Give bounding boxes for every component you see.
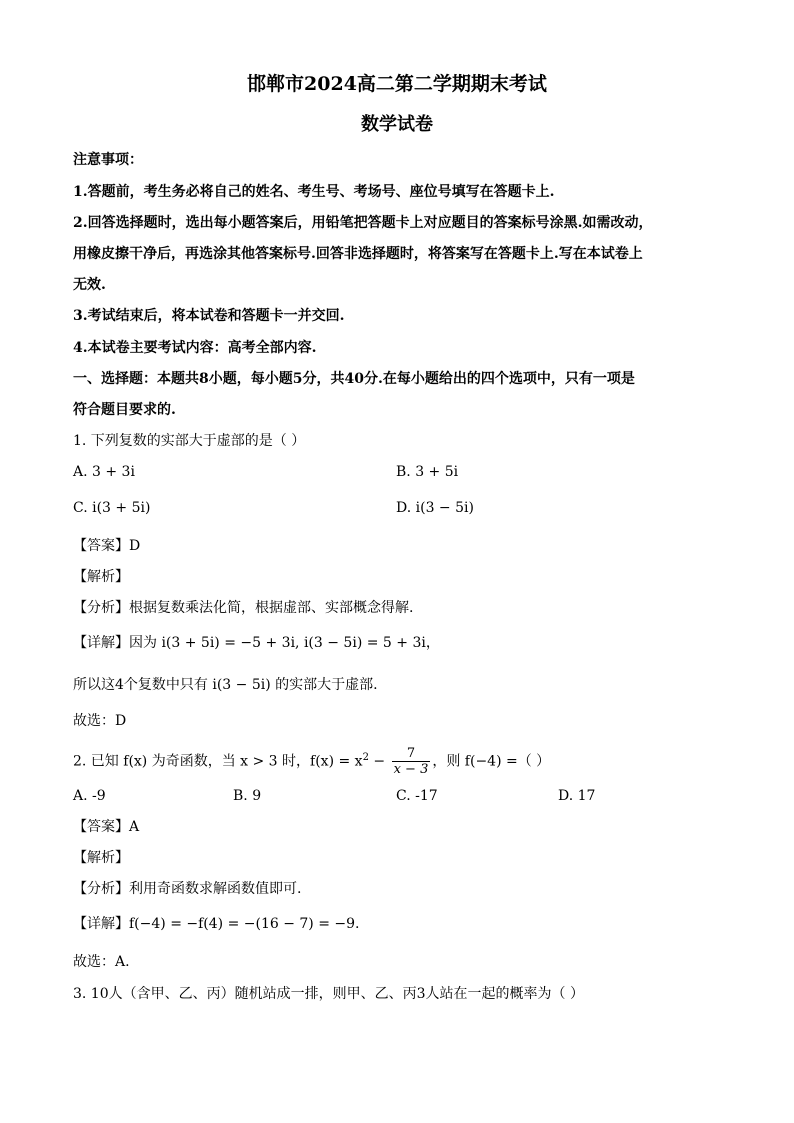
q1-option-b: B. 3 + 5i xyxy=(396,464,459,480)
notice-item-3: 3.考试结束后，将本试卷和答题卡一并交回. xyxy=(73,308,345,324)
q2-choice: 故选：A. xyxy=(73,954,130,970)
q1-stem: 1. 下列复数的实部大于虚部的是（ ） xyxy=(73,433,306,449)
section-1-heading-line-1: 一、选择题：本题共8小题，每小题5分，共40分.在每小题给出的四个选项中，只有一项是 xyxy=(73,371,635,387)
q2-option-b: B. 9 xyxy=(233,788,262,804)
q2-option-c: C. -17 xyxy=(396,788,438,804)
q2-stem-pre: 2. 已知 f(x) 为奇函数，当 x > 3 时，f(x) = x xyxy=(73,753,363,770)
q1-option-c: C. i(3 + 5i) xyxy=(73,500,151,516)
q1-analysis-tag: 【解析】 xyxy=(73,569,129,585)
q1-option-d: D. i(3 − 5i) xyxy=(396,500,474,516)
q2-analysis-tag: 【解析】 xyxy=(73,850,129,866)
q1-fenxi: 【分析】根据复数乘法化简，根据虚部、实部概念得解. xyxy=(73,600,414,616)
q2-option-d: D. 17 xyxy=(558,788,596,804)
exam-title: 邯郸市2024高二第二学期期末考试 xyxy=(247,73,547,95)
notice-item-2-line-3: 无效. xyxy=(73,277,106,293)
q2-fraction-numerator: 7 xyxy=(392,746,431,762)
q2-stem-exponent: 2 xyxy=(362,751,369,763)
section-1-heading-line-2: 符合题目要求的. xyxy=(73,402,176,418)
notice-item-4: 4.本试卷主要考试内容：高考全部内容. xyxy=(73,340,317,356)
q2-fraction xyxy=(392,746,431,777)
q2-stem xyxy=(73,746,550,777)
q1-answer: 【答案】D xyxy=(73,538,141,554)
q1-conclusion: 所以这4个复数中只有 i(3 − 5i) 的实部大于虚部. xyxy=(73,677,378,693)
q1-detail: 【详解】因为 i(3 + 5i) = −5 + 3i, i(3 − 5i) = 5 + 3i， xyxy=(73,635,440,651)
notice-item-1: 1.答题前，考生务必将自己的姓名、考生号、考场号、座位号填写在答题卡上. xyxy=(73,184,555,200)
q1-choice: 故选：D xyxy=(73,713,127,729)
q2-fraction-denominator: x − 3 xyxy=(393,762,429,777)
notice-item-2-line-1: 2.回答选择题时，选出每小题答案后，用铅笔把答题卡上对应题目的答案标号涂黑.如需改动， xyxy=(73,215,653,231)
q2-fenxi: 【分析】利用奇函数求解函数值即可. xyxy=(73,881,302,897)
notice-heading: 注意事项： xyxy=(73,152,143,168)
q3-stem: 3. 10人（含甲、乙、丙）随机站成一排，则甲、乙、丙3人站在一起的概率为（ ） xyxy=(73,986,584,1002)
notice-item-2-line-2: 用橡皮擦干净后，再选涂其他答案标号.回答非选择题时，将答案写在答题卡上.写在本试卷上 xyxy=(73,246,643,262)
q2-option-a: A. -9 xyxy=(73,788,106,804)
q2-stem-post: ，则 f(−4) =（ ） xyxy=(432,753,551,770)
q1-option-a: A. 3 + 3i xyxy=(73,464,135,480)
q2-detail: 【详解】f(−4) = −f(4) = −(16 − 7) = −9. xyxy=(73,916,360,932)
q2-answer: 【答案】A xyxy=(73,819,140,835)
q2-stem-minus: − xyxy=(368,753,390,770)
exam-subtitle: 数学试卷 xyxy=(361,114,433,135)
